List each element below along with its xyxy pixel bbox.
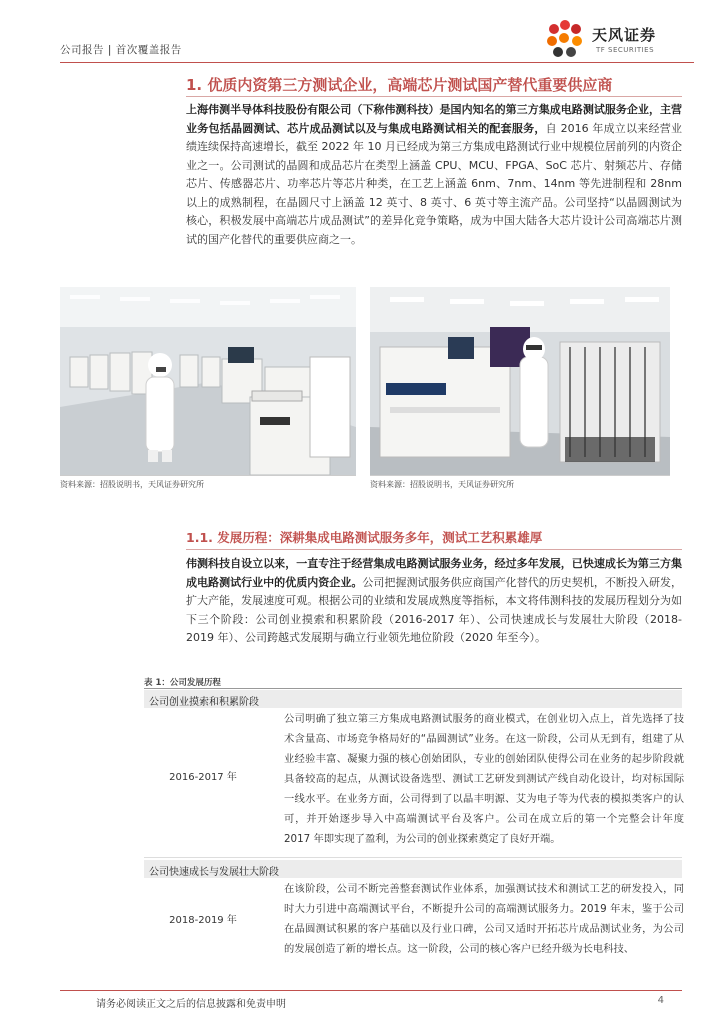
page-header [60,0,694,66]
logo-flower-icon [544,20,590,62]
figure-1-source-divider [60,475,356,476]
figure-2-source: 资料来源：招股说明书，天风证券研究所 [370,480,514,489]
section-1-divider [186,96,682,97]
header-divider [60,62,694,63]
phase-period-1: 2016-2017 年 [169,772,237,783]
report-type: 公司报告 | 首次覆盖报告 [60,44,182,56]
logo-text-en: TF SECURITIES [596,46,655,54]
section-1-1-title: 1.1. 发展历程：深耕集成电路测试服务多年，测试工艺积累雄厚 [186,530,543,545]
section-1-paragraph [186,101,682,261]
table-title: 表 1：公司发展历程 [144,678,221,688]
section-1-1-paragraph [186,555,682,665]
wafer-test-lab-image [60,287,356,475]
phase-period-2: 2018-2019 年 [169,915,237,926]
footer-divider [60,990,682,991]
section-1-1-lead: 伟测科技自设立以来，一直专注于经营集成电路测试服务业务，经过多年发展，已快速成长为第三方集成电路测试行业中的优质内资企业。 [186,557,682,589]
section-1-body: 自 2016 年成立以来经营业绩连续保持高速增长，截至 2022 年 10 月已经成为第三方集成电路测试行业中规模位居前列的内资企业之一。公司测试的晶圆和成品芯片在类型上涵盖 CPU、MCU、FPGA、SoC 芯片、射频芯片、存储芯片、传感器芯片、功率芯片等芯片种类，在工艺上涵盖 6nm、7nm、14nm 等先进制程和 28nm 以上的成熟制程，在晶圆尺寸上涵盖 12 英寸、8 英寸、6 英寸等主流产品。公司坚持“以晶圆测试为核心，积极发展中高端芯片成品测试”的差异化竞争策略，成为中国大陆各大芯片设计公司高端芯片测试的国产化替代的重要供应商之一。 [186,121,682,246]
chip-test-lab-image [370,287,670,475]
section-1-1-body: 公司把握测试服务供应商国产化替代的历史契机，不断投入研发，扩大产能，发展速度可观。根据公司的业绩和发展成熟度等指标，本文将伟测科技的发展历程划分为如下三个阶段：公司创业摸索和积累阶段（2016-2017 年）、公司快速成长与发展壮大阶段（2018-2019 年）、公司跨越式发展期与确立行业领先地位阶段（2020 年至今）。 [186,575,683,644]
phase-description-1: 公司明确了独立第三方集成电路测试服务的商业模式，在创业切入点上，首先选择了技术含量高、市场竞争格局好的“晶圆测试”业务。在这一阶段，公司从无到有，组建了从业经验丰富、凝聚力强的核心创始团队，专业的创始团队使得公司在业务的起步阶段就具备较高的起点，从测试设备选型、测试工艺研发到测试产线自动化设计，均对标国际一线水平。在业务方面，公司得到了以晶丰明源、艾为电子等为代表的模拟类客户的认可，并开始逐步导入中高端测试平台及客户。公司在成立后的第一个完整会计年度 2017 年即实现了盈利，为公司的创业探索奠定了良好开端。 [284,713,684,845]
section-1-title: 1. 优质内资第三方测试企业，高端芯片测试国产替代重要供应商 [186,76,613,94]
phase-header-2: 公司快速成长与发展壮大阶段 [144,860,682,878]
section-1-lead: 上海伟测半导体科技股份有限公司（下称伟测科技）是国内知名的第三方集成电路测试服务企业，主营业务包括晶圆测试、芯片成品测试以及与集成电路测试相关的配套服务， [186,103,682,135]
page-number: 4 [657,995,664,1006]
section-1-1-divider [186,549,682,550]
logo-text-cn: 天风证券 [592,26,657,44]
company-logo [544,20,694,62]
figure-1-source: 资料来源：招股说明书，天风证券研究所 [60,480,204,489]
figure-2-photo [370,287,670,475]
figure-1-photo [60,287,356,475]
table-row-divider [144,857,682,858]
footer-disclaimer: 请务必阅读正文之后的信息披露和免责申明 [96,999,286,1010]
figure-2-source-divider [370,475,670,476]
phase-header-1: 公司创业摸索和积累阶段 [144,690,682,708]
phase-description-2: 在该阶段，公司不断完善整套测试作业体系，加强测试技术和测试工艺的研发投入，同时大力引进中高端测试平台，不断提升公司的高端测试服务力。2019 年末，鉴于公司在晶圆测试积累的客户基础以及行业口碑，公司又适时开拓芯片成品测试业务，为公司的发展创造了新的增长点。这一阶段，公司的核心客户已经升级为长电科技、 [284,883,684,955]
table-title-divider [144,688,682,689]
